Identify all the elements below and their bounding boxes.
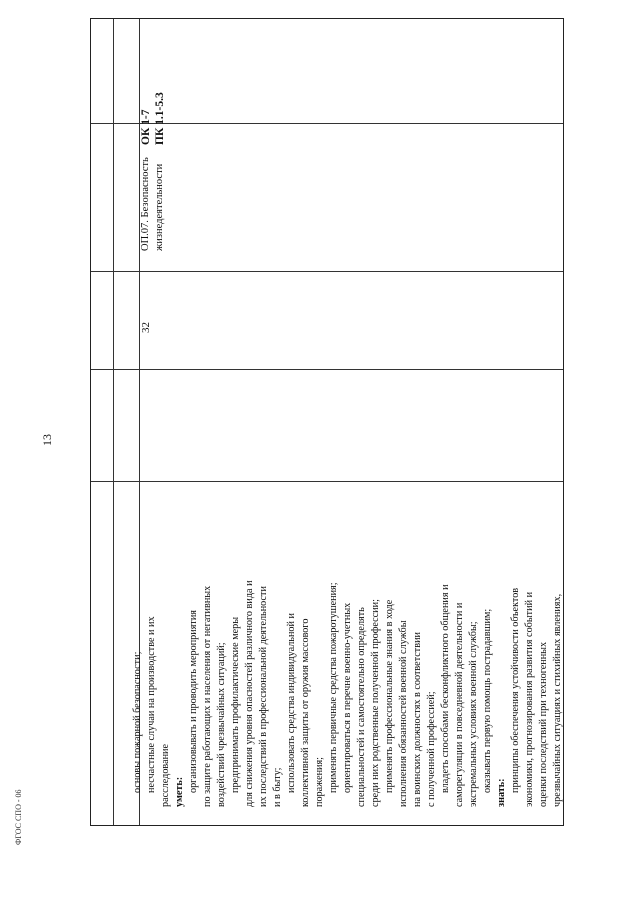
content-line: специальностей и самостоятельно определять — [356, 607, 367, 807]
content-line: воздействий чрезвычайных ситуаций; — [216, 642, 227, 807]
content-line: на воинских должностях в соответствии — [412, 632, 423, 807]
content-line: экономики, прогнозирования развития событий и — [524, 591, 535, 807]
competence-code: ОК 1-7 — [140, 109, 152, 145]
content-line: несчастные случаи на производстве и их — [146, 616, 157, 793]
content-line: по защите работающих и населения от негативных — [202, 585, 213, 807]
content-line: среди них родственные полученной профессии; — [370, 599, 381, 807]
content-line: с полученной профессией; — [426, 691, 437, 807]
content-line: основы пожарной безопасности; — [132, 651, 143, 793]
discipline-cell — [139, 131, 167, 251]
content-line: принципы обеспечения устойчивости объектов — [510, 587, 521, 793]
content-line: чрезвычайных ситуациях и стихийных явлениях, — [552, 593, 563, 807]
content-line: экстремальных условиях военной службы; — [468, 621, 479, 807]
content-line: для снижения уровня опасностей различного вида и — [244, 580, 255, 807]
content-line: их последствий в профессиональной деятельности — [258, 586, 269, 807]
content-line: оценки последствий при техногенных — [538, 641, 549, 807]
content-line: поражения; — [314, 756, 325, 807]
content-line: организовывать и проводить мероприятия — [188, 610, 199, 793]
discipline-line: жизнедеятельности — [154, 163, 165, 251]
content-line: ориентироваться в перечне военно-учетных — [342, 602, 353, 793]
competence-code: ПК 1.1-5.3 — [154, 92, 166, 145]
skills-knowledge-cell — [131, 487, 565, 807]
content-line: владеть способами бесконфликтного общения и — [440, 584, 451, 793]
page-footer: ФГОС СПО - 06 — [14, 789, 23, 845]
row-divider — [113, 19, 114, 825]
section-heading: уметь: — [174, 776, 185, 807]
content-line: оказывать первую помощь пострадавшим; — [482, 608, 493, 793]
section-heading: знать: — [496, 778, 507, 807]
content-line: коллективной защиты от оружия массового — [300, 618, 311, 807]
discipline-line: ОП.07. Безопасность — [140, 157, 151, 251]
content-line: и в быту; — [272, 767, 283, 807]
content-line: расследование — [160, 743, 171, 807]
competences-cell — [139, 25, 167, 145]
page-number: 13 — [40, 434, 54, 446]
content-line: саморегуляции в повседневной деятельности и — [454, 602, 465, 807]
hours-cell — [139, 293, 153, 333]
curriculum-table — [90, 18, 564, 826]
content-line: предпринимать профилактические меры — [230, 616, 241, 793]
hours-value: 32 — [140, 322, 152, 333]
column-divider — [91, 369, 563, 370]
content-line: использовать средства индивидуальной и — [286, 613, 297, 793]
content-line: исполнения обязанностей военной службы — [398, 620, 409, 807]
column-divider — [91, 481, 563, 482]
content-line: применять первичные средства пожаротушения; — [328, 582, 339, 793]
content-line: применять профессиональные знания в ходе — [384, 599, 395, 793]
column-divider — [91, 271, 563, 272]
